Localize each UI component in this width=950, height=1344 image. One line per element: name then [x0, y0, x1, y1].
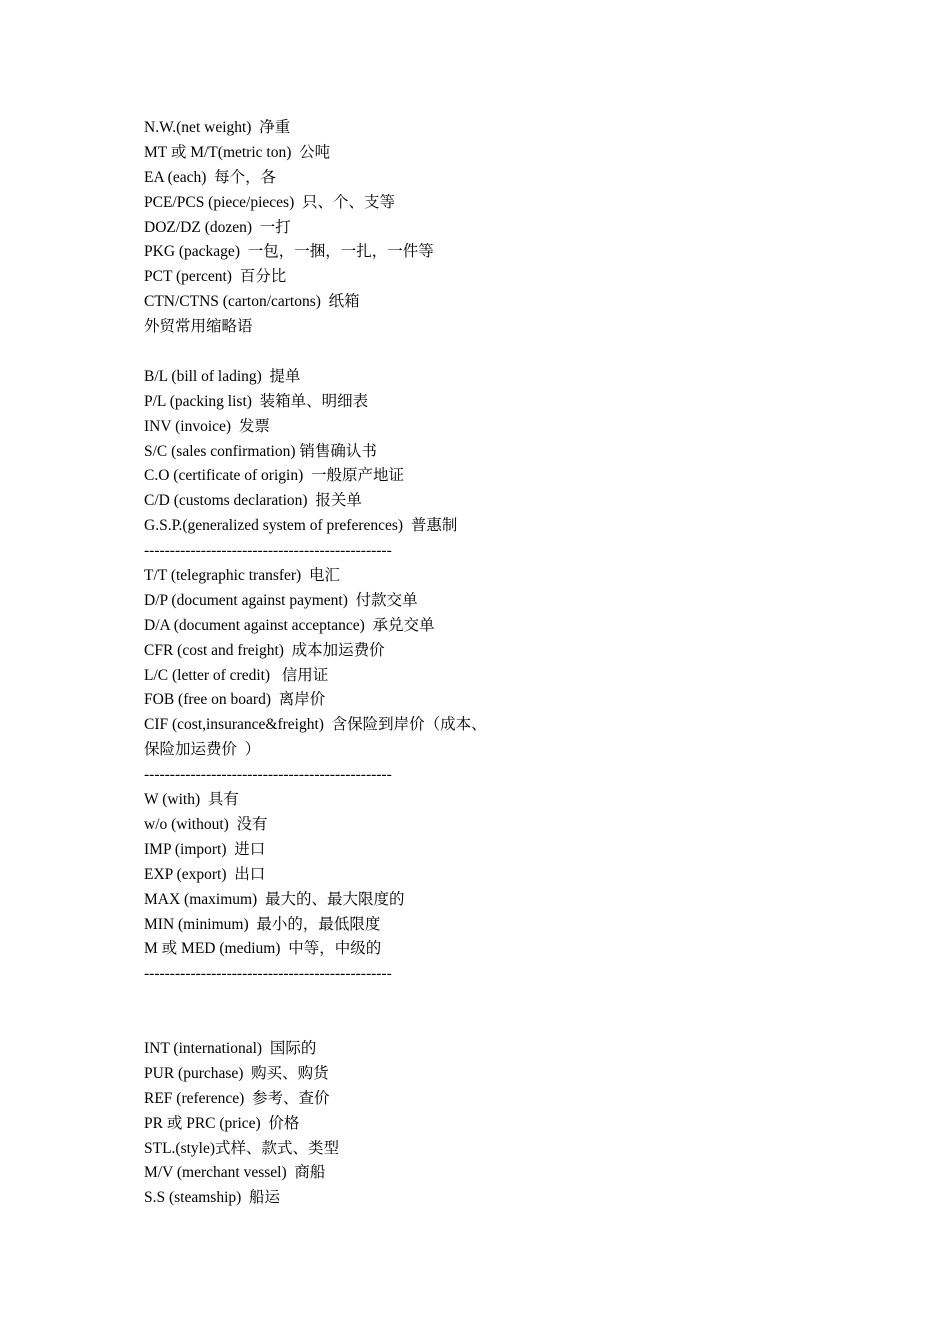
- text-line: M 或 MED (medium) 中等，中级的: [144, 940, 382, 958]
- text-line: P/L (packing list) 装箱单、明细表: [144, 392, 369, 410]
- text-line: EA (each) 每个，各: [144, 168, 277, 186]
- separator-line: ------------------------------------------------: [144, 542, 392, 560]
- text-line: REF (reference) 参考、查价: [144, 1089, 330, 1107]
- blank-line: [144, 340, 864, 365]
- text-line: S.S (steamship) 船运: [144, 1189, 281, 1207]
- text-line: W (with) 具有: [144, 791, 239, 809]
- text-line: PUR (purchase) 购买、购货: [144, 1064, 329, 1082]
- text-line: MAX (maximum) 最大的、最大限度的: [144, 890, 405, 908]
- text-line: N.W.(net weight) 净重: [144, 119, 291, 136]
- text-line: MT 或 M/T(metric ton) 公吨: [144, 143, 331, 161]
- text-line: D/P (document against payment) 付款交单: [144, 591, 418, 609]
- text-line: D/A (document against acceptance) 承兑交单: [144, 616, 435, 634]
- text-line: STL.(style)式样、款式、类型: [144, 1139, 340, 1157]
- text-line: DOZ/DZ (dozen) 一打: [144, 218, 291, 236]
- text-line: INT (international) 国际的: [144, 1039, 317, 1057]
- text-line: w/o (without) 没有: [144, 815, 268, 833]
- text-line: CFR (cost and freight) 成本加运费价: [144, 641, 385, 659]
- text-line: B/L (bill of lading) 提单: [144, 367, 301, 385]
- text-line: M/V (merchant vessel) 商船: [144, 1164, 326, 1182]
- text-line: CIF (cost,insurance&freight) 含保险到岸价（成本、: [144, 716, 487, 734]
- text-line: IMP (import) 进口: [144, 840, 266, 858]
- text-line: C.O (certificate of origin) 一般原产地证: [144, 467, 404, 485]
- separator-line: ------------------------------------------------: [144, 766, 392, 784]
- text-line: C/D (customs declaration) 报关单: [144, 492, 362, 510]
- text-line: INV (invoice) 发票: [144, 417, 270, 435]
- text-line: G.S.P.(generalized system of preferences) 普惠制: [144, 517, 458, 535]
- blank-line: [144, 987, 864, 1012]
- blank-line: [144, 1012, 864, 1037]
- text-line: PCT (percent) 百分比: [144, 268, 287, 286]
- text-line: 保险加运费价 ）: [144, 741, 261, 759]
- text-line: FOB (free on board) 离岸价: [144, 691, 326, 709]
- text-line: S/C (sales confirmation) 销售确认书: [144, 442, 377, 460]
- text-line: PKG (package) 一包，一捆，一扎，一件等: [144, 243, 434, 261]
- text-line: MIN (minimum) 最小的，最低限度: [144, 915, 381, 933]
- text-line: PR 或 PRC (price) 价格: [144, 1114, 300, 1132]
- text-line: PCE/PCS (piece/pieces) 只、个、支等: [144, 193, 395, 211]
- text-line: T/T (telegraphic transfer) 电汇: [144, 567, 340, 585]
- document-page: [144, 116, 864, 1211]
- text-line: CTN/CTNS (carton/cartons) 纸箱: [144, 293, 360, 311]
- text-line: L/C (letter of credit) 信用证: [144, 666, 329, 684]
- separator-line: ------------------------------------------------: [144, 965, 392, 983]
- text-line: 外贸常用缩略语: [144, 318, 253, 336]
- text-line: EXP (export) 出口: [144, 865, 266, 883]
